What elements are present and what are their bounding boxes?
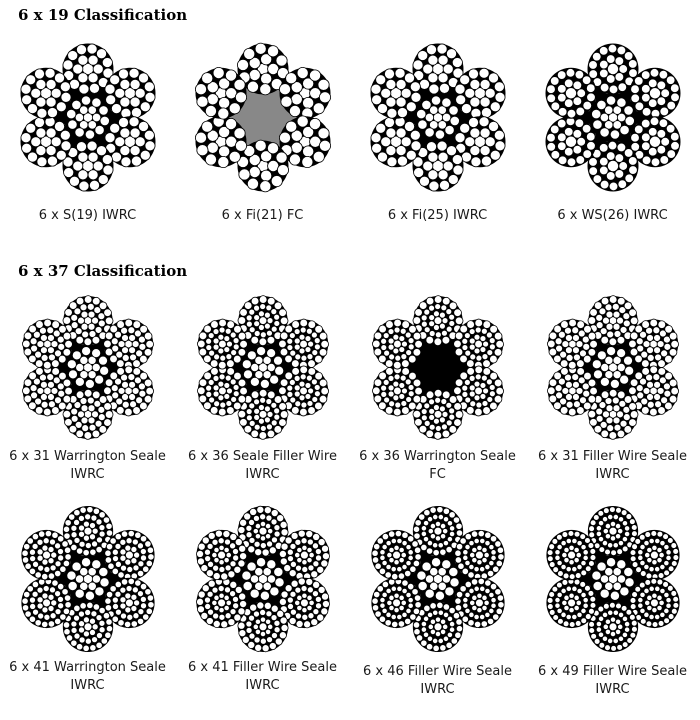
iwrc-core-strand bbox=[66, 96, 109, 139]
outer-strand bbox=[197, 319, 247, 369]
caption-line1: 6 x 31 Filler Wire Seale bbox=[538, 449, 687, 464]
section-title-6x19: 6 x 19 Classification bbox=[18, 6, 188, 24]
caption-line1: 6 x 36 Seale Filler Wire bbox=[188, 449, 337, 464]
rope-figure-36-seale-filler bbox=[175, 295, 350, 484]
rope-cross-section bbox=[363, 505, 513, 653]
iwrc-core-strand bbox=[67, 347, 108, 389]
outer-strand bbox=[278, 319, 328, 369]
outer-strand bbox=[371, 578, 421, 628]
caption-line2: IWRC bbox=[70, 467, 105, 482]
outer-strand bbox=[20, 116, 71, 167]
outer-strand bbox=[103, 319, 153, 369]
iwrc-core-strand bbox=[416, 96, 459, 139]
caption-line1: 6 x 49 Filler Wire Seale bbox=[538, 664, 687, 679]
outer-strand bbox=[454, 68, 505, 119]
outer-strand bbox=[547, 319, 597, 369]
rope-figure-fi25 bbox=[350, 40, 525, 225]
outer-strand bbox=[196, 578, 246, 628]
outer-strand bbox=[629, 68, 680, 119]
outer-strand bbox=[196, 530, 246, 580]
iwrc-core-strand bbox=[591, 96, 634, 139]
outer-strand bbox=[370, 116, 421, 167]
rope-cross-section bbox=[538, 295, 688, 440]
iwrc-core-strand bbox=[242, 347, 283, 389]
rope-cross-section bbox=[188, 505, 338, 653]
rope-figure-31-filler-wire-seale bbox=[525, 295, 700, 484]
rope-cross-section bbox=[363, 295, 513, 440]
outer-strand bbox=[21, 530, 71, 580]
outer-strand bbox=[371, 530, 421, 580]
outer-strand bbox=[546, 578, 596, 628]
caption-line2: IWRC bbox=[245, 467, 280, 482]
outer-strand bbox=[370, 68, 421, 119]
rope-figure-ws26 bbox=[525, 40, 700, 225]
iwrc-core-strand bbox=[241, 558, 283, 601]
rope-figure-41-warrington-seale bbox=[0, 505, 175, 695]
rope-figure-46-filler-wire-seale bbox=[350, 505, 525, 699]
caption-line1: 6 x 41 Filler Wire Seale bbox=[188, 660, 337, 675]
rope-cross-section bbox=[188, 40, 338, 195]
outer-strand bbox=[629, 530, 679, 580]
rope-figure-31-warrington-seale bbox=[0, 295, 175, 484]
outer-strand bbox=[545, 68, 596, 119]
rope-cross-section bbox=[188, 295, 338, 440]
outer-strand bbox=[279, 67, 330, 119]
section-title-6x37: 6 x 37 Classification bbox=[18, 262, 188, 280]
rope-cross-section bbox=[363, 40, 513, 195]
rope-cross-section bbox=[13, 295, 163, 440]
caption-line1: 6 x Fi(25) IWRC bbox=[387, 208, 488, 223]
caption-line2: IWRC bbox=[420, 682, 455, 697]
caption-line2: IWRC bbox=[595, 682, 630, 697]
outer-strand bbox=[22, 319, 72, 369]
iwrc-core-strand bbox=[66, 558, 108, 601]
outer-strand bbox=[279, 530, 329, 580]
outer-strand bbox=[547, 366, 597, 416]
outer-strand bbox=[20, 68, 71, 119]
outer-strand bbox=[104, 68, 155, 119]
rope-figure-49-filler-wire-seale bbox=[525, 505, 700, 699]
rope-cross-section bbox=[538, 40, 688, 195]
outer-strand bbox=[195, 116, 246, 168]
caption-line2: IWRC bbox=[70, 678, 105, 693]
caption-line1: 6 x 36 Warrington Seale bbox=[359, 449, 516, 464]
caption-line1: 6 x S(19) IWRC bbox=[38, 208, 137, 223]
rope-cross-section bbox=[13, 505, 163, 653]
iwrc-core-strand bbox=[416, 558, 458, 601]
outer-strand bbox=[628, 319, 678, 369]
outer-strand bbox=[195, 67, 246, 119]
caption-line2: FC bbox=[429, 467, 446, 482]
outer-strand bbox=[22, 366, 72, 416]
caption-line1: 6 x 41 Warrington Seale bbox=[9, 660, 166, 675]
caption-line2: IWRC bbox=[245, 678, 280, 693]
rope-figure-fi21 bbox=[175, 40, 350, 225]
outer-strand bbox=[372, 319, 422, 369]
rope-figure-36-warrington-seale-fc bbox=[350, 295, 525, 484]
caption-line1: 6 x 31 Warrington Seale bbox=[9, 449, 166, 464]
iwrc-core-strand bbox=[591, 558, 633, 601]
rope-figure-s19 bbox=[0, 40, 175, 225]
caption-line1: 6 x Fi(21) FC bbox=[221, 208, 304, 223]
outer-strand bbox=[454, 530, 504, 580]
caption-line1: 6 x WS(26) IWRC bbox=[557, 208, 668, 223]
outer-strand bbox=[21, 578, 71, 628]
iwrc-core-strand bbox=[592, 347, 633, 389]
outer-strand bbox=[453, 319, 503, 369]
outer-strand bbox=[546, 530, 596, 580]
caption-line1: 6 x 46 Filler Wire Seale bbox=[363, 664, 512, 679]
caption-line2: IWRC bbox=[595, 467, 630, 482]
rope-cross-section bbox=[538, 505, 688, 653]
outer-strand bbox=[197, 366, 247, 416]
outer-strand bbox=[372, 366, 422, 416]
rope-figure-41-filler-wire-seale bbox=[175, 505, 350, 695]
outer-strand bbox=[545, 116, 596, 167]
rope-cross-section bbox=[13, 40, 163, 195]
outer-strand bbox=[104, 530, 154, 580]
